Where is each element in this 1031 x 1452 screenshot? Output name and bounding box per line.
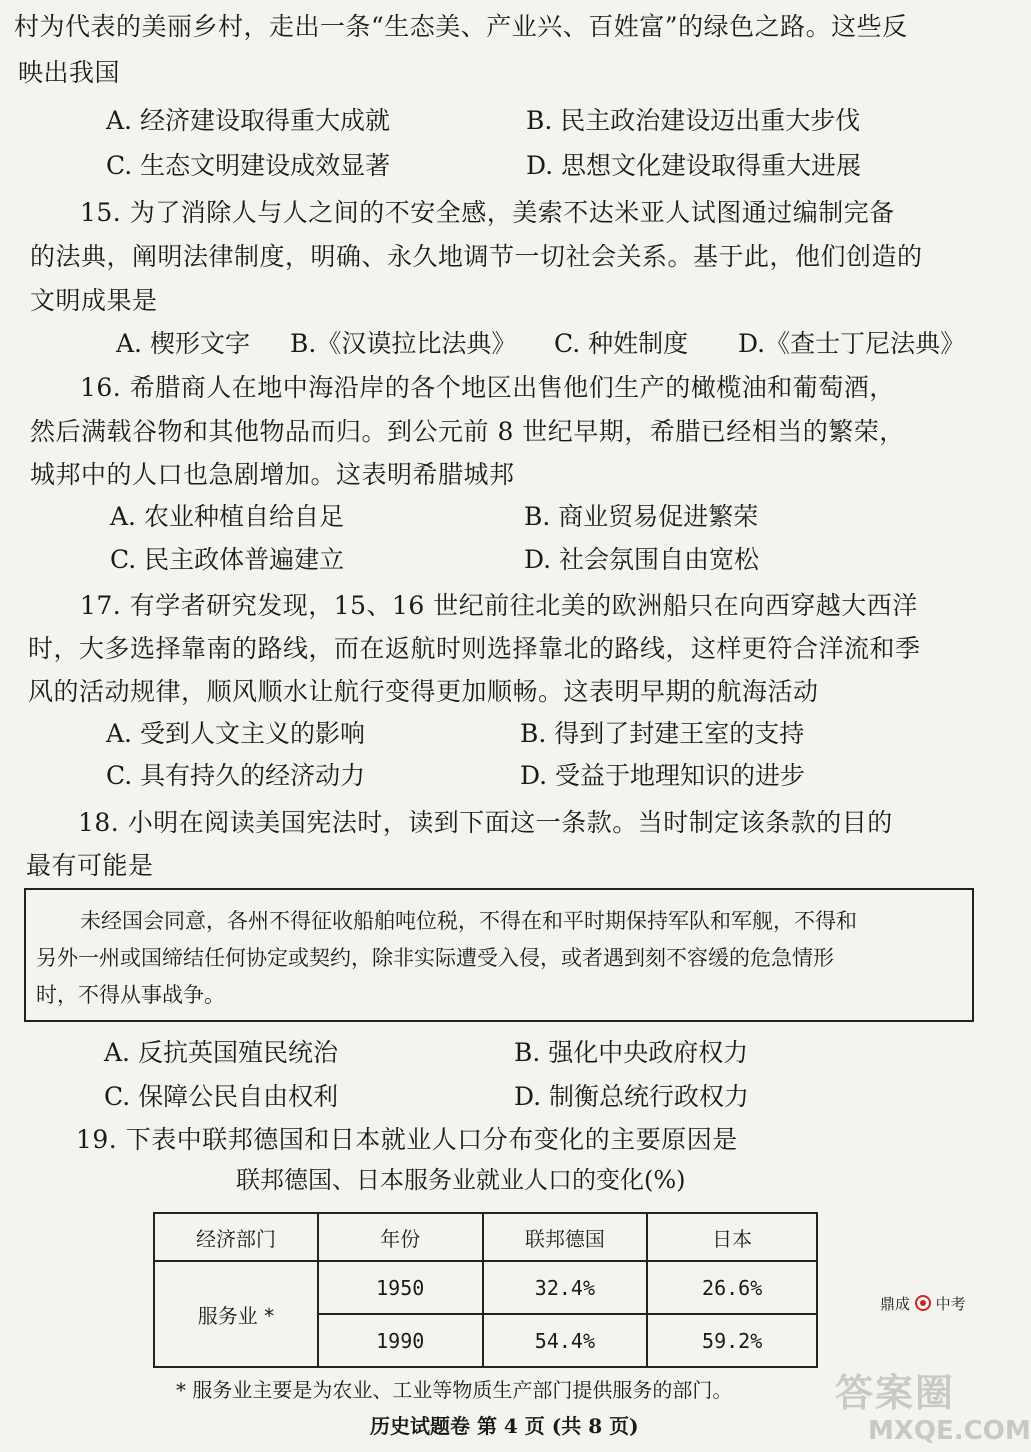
q18-option-d[interactable]: D. 制衡总统行政权力: [514, 1082, 750, 1111]
cell-germany: 54.4%: [483, 1314, 648, 1367]
table-row: [154, 1261, 817, 1314]
q16-option-c[interactable]: C. 民主政体普遍建立: [110, 545, 345, 574]
q15-option-d[interactable]: D.《查士丁尼法典》: [738, 329, 966, 358]
table-footnote: * 服务业主要是为农业、工业等物质生产部门提供服务的部门。: [176, 1378, 733, 1402]
employment-table: [153, 1212, 818, 1368]
watermark-text: 答案圈: [835, 1371, 956, 1415]
constitution-quote-box: [24, 888, 974, 1022]
q17-option-d[interactable]: D. 受益于地理知识的进步: [520, 761, 806, 790]
quote-line-1: 未经国会同意，各州不得征收船舶吨位税，不得在和平时期保持军队和军舰，不得和: [80, 909, 857, 933]
logo-left-text: 鼎成: [880, 1295, 911, 1313]
q16-stem-line-2: 然后满载谷物和其他物品而归。到公元前 8 世纪早期，希腊已经相当的繁荣，: [30, 417, 905, 446]
q16-stem-line-1: 16. 希腊商人在地中海沿岸的各个地区出售他们生产的橄榄油和葡萄酒，: [80, 373, 895, 402]
cell-germany: 32.4%: [483, 1261, 648, 1314]
cell-year: 1990: [318, 1314, 483, 1367]
table-caption: 联邦德国、日本服务业就业人口的变化(%): [236, 1166, 686, 1194]
page-footer: 历史试题卷 第 4 页 (共 8 页): [370, 1414, 639, 1438]
header-year: 年份: [318, 1213, 483, 1261]
q15-option-c[interactable]: C. 种姓制度: [554, 329, 689, 358]
q18-stem-line-2: 最有可能是: [26, 851, 154, 880]
q19-stem: 19. 下表中联邦德国和日本就业人口分布变化的主要原因是: [76, 1125, 738, 1154]
q15-option-a[interactable]: A. 楔形文字: [116, 329, 250, 358]
q14-stem-line-2: 映出我国: [18, 58, 121, 87]
header-japan: 日本: [647, 1213, 817, 1261]
q15-option-b[interactable]: B.《汉谟拉比法典》: [290, 329, 517, 358]
q15-stem-line-2: 的法典，阐明法律制度，明确、永久地调节一切社会关系。基于此，他们创造的: [30, 242, 923, 271]
logo-right-text: 中考: [935, 1295, 966, 1313]
quote-line-3: 时，不得从事战争。: [36, 983, 225, 1007]
q17-stem-line-1: 17. 有学者研究发现，15、16 世纪前往北美的欧洲船只在向西穿越大西洋: [80, 591, 918, 620]
q14-option-c[interactable]: C. 生态文明建设成效显著: [106, 151, 391, 180]
cell-japan: 26.6%: [647, 1261, 817, 1314]
q14-option-d[interactable]: D. 思想文化建设取得重大进展: [526, 151, 862, 180]
table-header-row: [154, 1213, 817, 1261]
q14-stem-line-1: 村为代表的美丽乡村，走出一条“生态美、产业兴、百姓富”的绿色之路。这些反: [14, 12, 908, 41]
cell-japan: 59.2%: [647, 1314, 817, 1367]
q18-option-a[interactable]: A. 反抗英国殖民统治: [104, 1038, 338, 1067]
quote-line-2: 另外一州或国缔结任何协定或契约，除非实际遭受入侵，或者遇到刻不容缓的危急情形: [36, 946, 834, 970]
q17-option-b[interactable]: B. 得到了封建王室的支持: [520, 719, 805, 748]
target-icon: [915, 1295, 931, 1311]
q17-stem-line-2: 时，大多选择靠南的路线，而在返航时则选择靠北的路线，这样更符合洋流和季: [28, 634, 921, 663]
header-germany: 联邦德国: [483, 1213, 648, 1261]
publisher-logo: [880, 1294, 966, 1314]
q14-option-a[interactable]: A. 经济建设取得重大成就: [106, 106, 390, 135]
q17-option-a[interactable]: A. 受到人文主义的影响: [106, 719, 365, 748]
cell-sector: 服务业 *: [154, 1261, 318, 1367]
q14-option-b[interactable]: B. 民主政治建设迈出重大步伐: [526, 106, 861, 135]
watermark-url: MXQE.COM: [868, 1416, 1031, 1446]
q16-stem-line-3: 城邦中的人口也急剧增加。这表明希腊城邦: [30, 460, 515, 489]
q16-option-d[interactable]: D. 社会氛围自由宽松: [524, 545, 760, 574]
q16-option-b[interactable]: B. 商业贸易促进繁荣: [524, 502, 759, 531]
cell-year: 1950: [318, 1261, 483, 1314]
q17-option-c[interactable]: C. 具有持久的经济动力: [106, 761, 366, 790]
q17-stem-line-3: 风的活动规律，顺风顺水让航行变得更加顺畅。这表明早期的航海活动: [28, 677, 819, 706]
q16-option-a[interactable]: A. 农业种植自给自足: [110, 502, 344, 531]
q18-stem-line-1: 18. 小明在阅读美国宪法时，读到下面这一条款。当时制定该条款的目的: [78, 808, 893, 837]
header-sector: 经济部门: [154, 1213, 318, 1261]
q18-option-c[interactable]: C. 保障公民自由权利: [104, 1082, 339, 1111]
q18-option-b[interactable]: B. 强化中央政府权力: [514, 1038, 749, 1067]
q15-stem-line-1: 15. 为了消除人与人之间的不安全感，美索不达米亚人试图通过编制完备: [80, 198, 895, 227]
q15-stem-line-3: 文明成果是: [30, 286, 158, 315]
